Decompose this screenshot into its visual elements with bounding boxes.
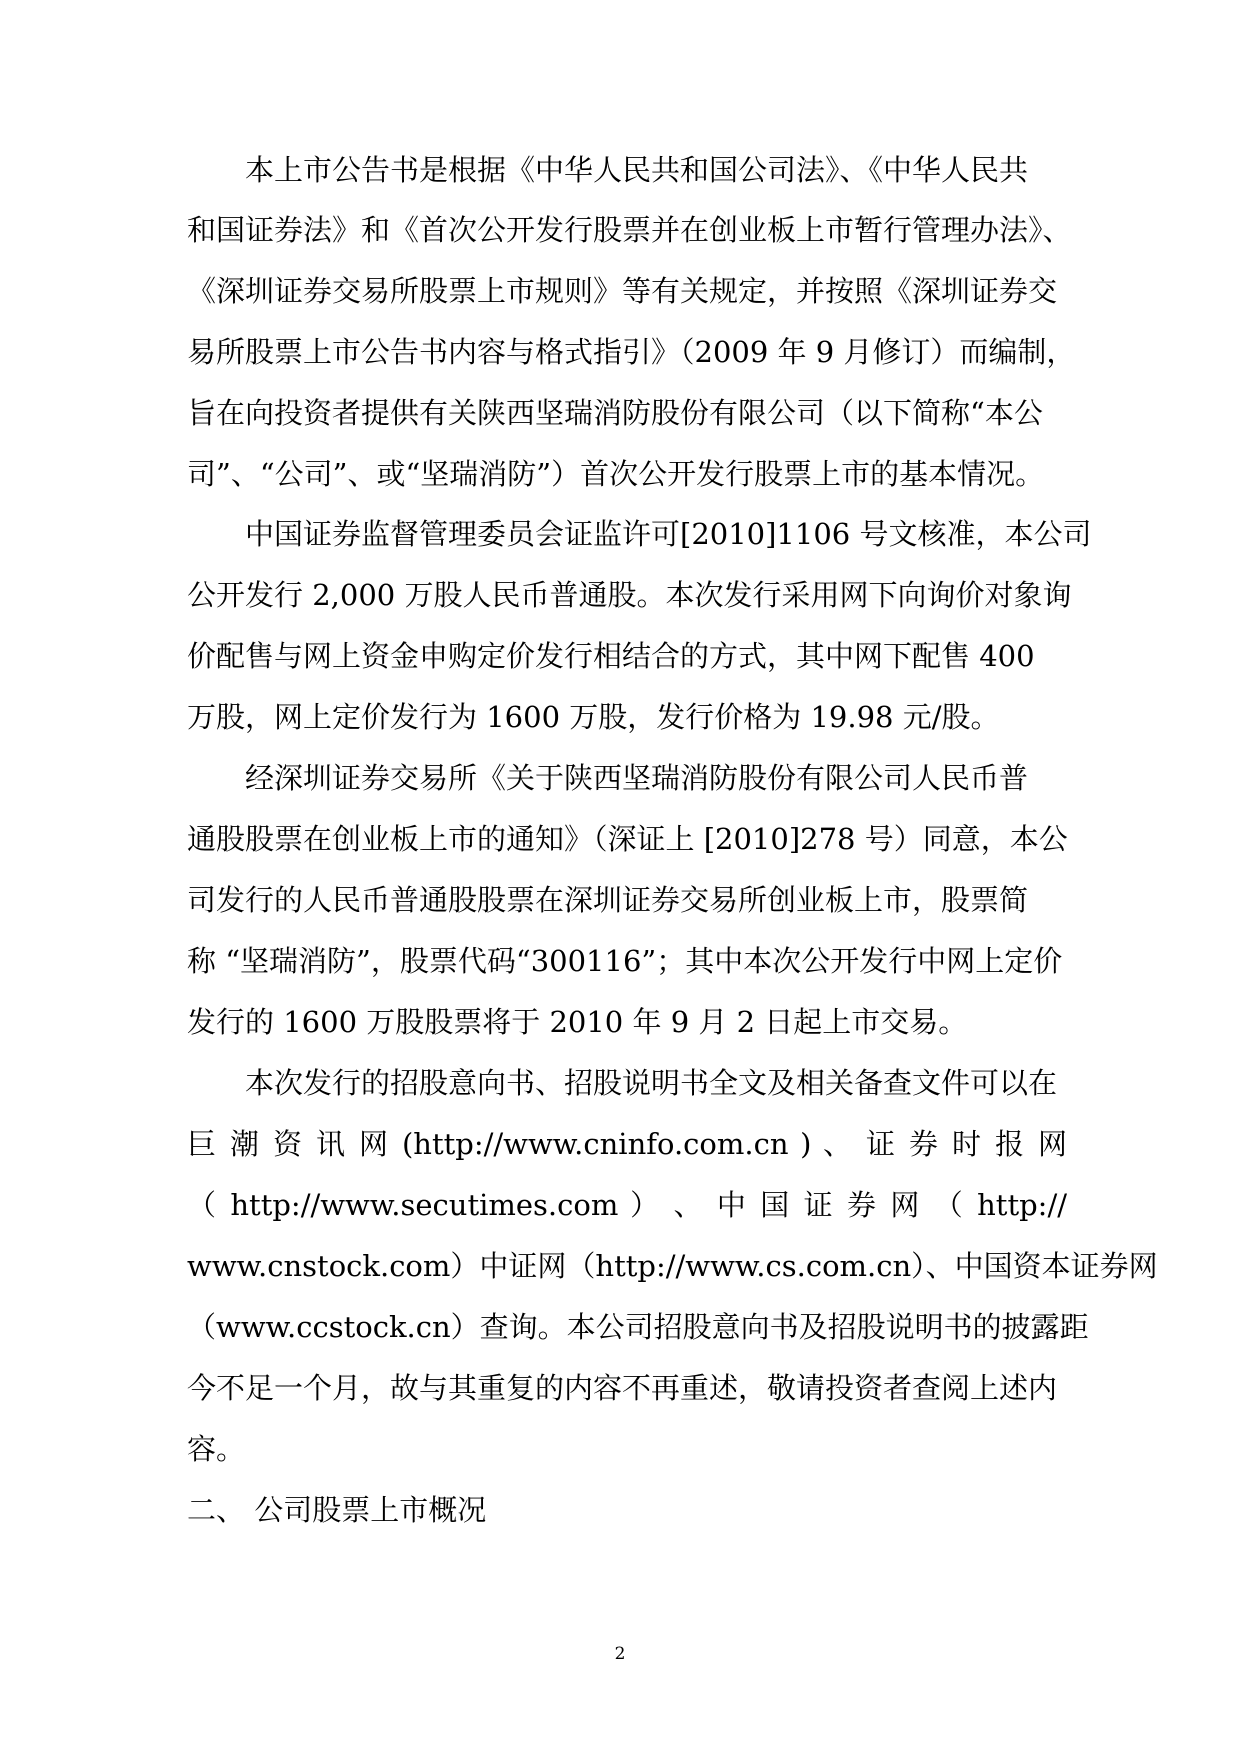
paragraph-1-line-2: 和国证券法》和《首次公开发行股票并在创业板上市暂行管理办法》、 [187, 213, 1072, 247]
paragraph-4-line-2: 巨 潮 资 讯 网 (http://www.cninfo.com.cn ) 、 证 券 时 报 网 [187, 1127, 1067, 1161]
paragraph-3-line-2: 通股股票在创业板上市的通知》（深证上 [2010]278 号）同意，本公 [187, 822, 1068, 856]
paragraph-1-line-1: 本上市公告书是根据《中华人民共和国公司法》、《中华人民共 [245, 153, 1029, 187]
paragraph-4-line-7: 容。 [187, 1432, 246, 1466]
section-heading: 二、 公司股票上市概况 [187, 1493, 487, 1527]
paragraph-3-line-3: 司发行的人民币普通股股票在深圳证券交易所创业板上市，股票简 [187, 883, 1029, 917]
paragraph-1-line-4: 易所股票上市公告书内容与格式指引》（2009 年 9 月修订）而编制， [187, 335, 1076, 369]
paragraph-3-line-1: 经深圳证券交易所《关于陕西坚瑞消防股份有限公司人民币普 [245, 761, 1029, 795]
paragraph-3-line-5: 发行的 1600 万股股票将于 2010 年 9 月 2 日起上市交易。 [187, 1005, 968, 1039]
paragraph-2-line-3: 价配售与网上资金申购定价发行相结合的方式，其中网下配售 400 [187, 639, 1035, 673]
paragraph-4-line-6: 今不足一个月，故与其重复的内容不再重述，敬请投资者查阅上述内 [187, 1371, 1058, 1405]
paragraph-1-line-3: 《深圳证券交易所股票上市规则》等有关规定，并按照《深圳证券交 [187, 274, 1058, 308]
paragraph-2-line-1: 中国证券监督管理委员会证监许可[2010]1106 号文核准，本公司 [245, 517, 1092, 551]
paragraph-4-line-5: （www.ccstock.cn）查询。本公司招股意向书及招股说明书的披露距 [187, 1310, 1089, 1344]
paragraph-4-line-4: www.cnstock.com）中证网（http://www.cs.com.cn）、中国资本证券网 [187, 1249, 1158, 1283]
paragraph-1-line-5: 旨在向投资者提供有关陕西坚瑞消防股份有限公司（以下简称“本公 [187, 396, 1043, 430]
page-number: 2 [614, 1644, 626, 1664]
paragraph-2-line-2: 公开发行 2,000 万股人民币普通股。本次发行采用网下向询价对象询 [187, 578, 1072, 612]
paragraph-4-line-1: 本次发行的招股意向书、招股说明书全文及相关备查文件可以在 [245, 1066, 1058, 1100]
paragraph-2-line-4: 万股，网上定价发行为 1600 万股，发行价格为 19.98 元/股。 [187, 700, 1000, 734]
paragraph-1-line-6: 司”、“公司”、或“坚瑞消防”）首次公开发行股票上市的基本情况。 [187, 457, 1045, 491]
paragraph-4-line-3: （ http://www.secutimes.com ） 、 中 国 证 券 网 （ http:// [187, 1188, 1067, 1222]
paragraph-3-line-4: 称 “坚瑞消防”，股票代码“300116”；其中本次公开发行中网上定价 [187, 944, 1063, 978]
